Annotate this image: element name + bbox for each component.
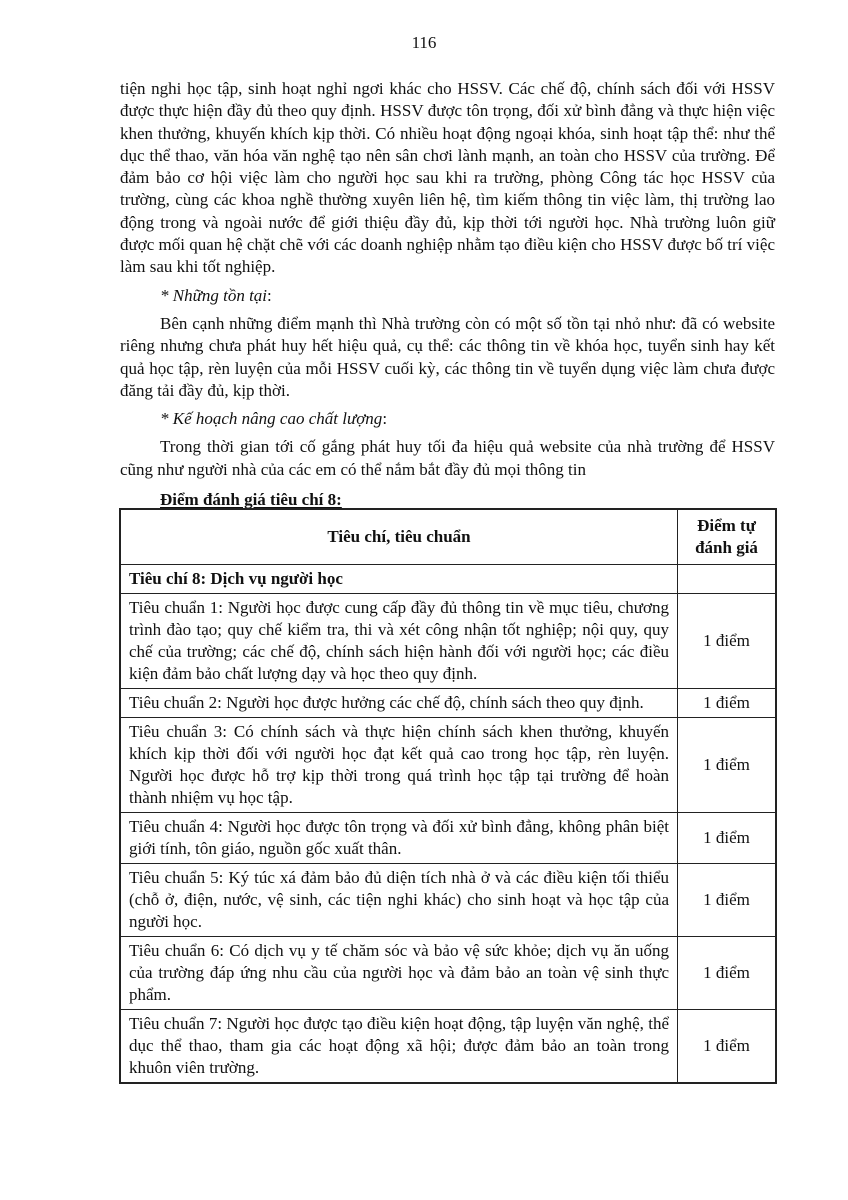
standard-2-score: 1 điểm: [678, 689, 777, 718]
standard-7-text: Tiêu chuẩn 7: Người học được tạo điều kiện hoạt động, tập luyện văn nghệ, thể dục thể thao, tham gia các hoạt động xã hội; được đảm bảo an toàn trong khuôn viên trường.: [120, 1010, 678, 1084]
heading-improvement-plan: [120, 408, 775, 430]
heading-limitations-colon: :: [267, 285, 272, 305]
heading-improvement-plan-text: * Kế hoạch nâng cao chất lượng: [160, 409, 383, 429]
standard-6-score: 1 điểm: [678, 937, 777, 1010]
heading-limitations-text: * Những tồn tại: [160, 285, 268, 305]
standard-6-text: Tiêu chuẩn 6: Có dịch vụ y tế chăm sóc và bảo vệ sức khỏe; dịch vụ ăn uống của trường đáp ứng nhu cầu của người học và đảm bảo an toàn vệ sinh thực phẩm.: [120, 937, 678, 1010]
paragraph-strengths: tiện nghi học tập, sinh hoạt nghỉ ngơi khác cho HSSV. Các chế độ, chính sách đối với HSSV được thực hiện đầy đủ theo quy định. HSSV được tôn trọng, đối xử bình đẳng và thực hiện việc khen thưởng, khuyến khích kịp thời. Có nhiều hoạt động ngoại khóa, sinh hoạt tập thể: như thể dục thể thao, văn hóa văn nghệ tạo nên sân chơi lành mạnh, an toàn cho HSSV của trường. Để đảm bảo cơ hội việc làm cho người học sau khi ra trường, phòng Công tác học HSSV của trường, cùng các khoa nghề thường xuyên liên hệ, tìm kiếm thông tin việc làm, thị trường lao động trong và ngoài nước để giới thiệu đầy đủ, kịp thời tới người học. Nhà trường luôn giữ được mối quan hệ chặt chẽ với các doanh nghiệp nhằm tạo điều kiện cho HSSV được bố trí việc làm sau khi tốt nghiệp.: [120, 79, 775, 277]
criteria-score-table: [119, 508, 777, 1084]
standard-1-score: 1 điểm: [678, 594, 777, 689]
table-row: [120, 937, 776, 1010]
table-row: [120, 689, 776, 718]
heading-limitations: [120, 285, 775, 307]
standard-4-text: Tiêu chuẩn 4: Người học được tôn trọng và đối xử bình đẳng, không phân biệt giới tính, tôn giáo, nguồn gốc xuất thân.: [120, 813, 678, 864]
criterion-score: [678, 565, 777, 594]
criterion-title-row: [120, 565, 776, 594]
standard-2-text: Tiêu chuẩn 2: Người học được hưởng các chế độ, chính sách theo quy định.: [120, 689, 678, 718]
paragraph-limitations: Bên cạnh những điểm mạnh thì Nhà trường còn có một số tồn tại nhỏ như: đã có website riêng nhưng chưa phát huy hết hiệu quả, cụ thể: các thông tin về khóa học, tuyển sinh hay kết quả học tập, rèn luyện của mỗi HSSV cuối kỳ, các thông tin về tuyển dụng việc làm chưa được đăng tải đầy đủ, kịp thời.: [120, 313, 775, 400]
standard-3-score: 1 điểm: [678, 718, 777, 813]
header-self-score: Điểm tự đánh giá: [678, 509, 777, 565]
standard-4-score: 1 điểm: [678, 813, 777, 864]
page-number: 116: [411, 33, 437, 52]
standard-5-score: 1 điểm: [678, 864, 777, 937]
table-row: [120, 813, 776, 864]
score-heading: Điểm đánh giá tiêu chí 8:: [160, 490, 342, 510]
table-row: [120, 594, 776, 689]
paragraph-improvement-plan: Trong thời gian tới cố gắng phát huy tối đa hiệu quả website của nhà trường để HSSV cũng như người nhà của các em có thể nắm bắt đầy đủ mọi thông tin: [120, 437, 775, 479]
criterion-title: Tiêu chí 8: Dịch vụ người học: [120, 565, 678, 594]
table-row: [120, 864, 776, 937]
document-body: [120, 78, 775, 511]
standard-5-text: Tiêu chuẩn 5: Ký túc xá đảm bảo đủ diện tích nhà ở và các điều kiện tối thiểu (chỗ ở, điện, nước, vệ sinh, các tiện nghi khác) cho sinh hoạt và học tập của người học.: [120, 864, 678, 937]
table-row: [120, 718, 776, 813]
standard-1-text: Tiêu chuẩn 1: Người học được cung cấp đầy đủ thông tin về mục tiêu, chương trình đào tạo; quy chế kiểm tra, thi và xét công nhận tốt nghiệp; nội quy, quy chế của trường; các chế độ, chính sách hiện hành đối với người học; các điều kiện đảm bảo chất lượng dạy và học theo quy định.: [120, 594, 678, 689]
header-criteria: Tiêu chí, tiêu chuẩn: [120, 509, 678, 565]
standard-3-text: Tiêu chuẩn 3: Có chính sách và thực hiện chính sách khen thưởng, khuyến khích kịp thời đối với người học đạt kết quả cao trong học tập, rèn luyện. Người học được hỗ trợ kịp thời trong quá trình học tập tại trường để hoàn thành nhiệm vụ học tập.: [120, 718, 678, 813]
standard-7-score: 1 điểm: [678, 1010, 777, 1084]
table-header-row: [120, 509, 776, 565]
table-row: [120, 1010, 776, 1084]
heading-improvement-plan-colon: :: [382, 409, 388, 429]
